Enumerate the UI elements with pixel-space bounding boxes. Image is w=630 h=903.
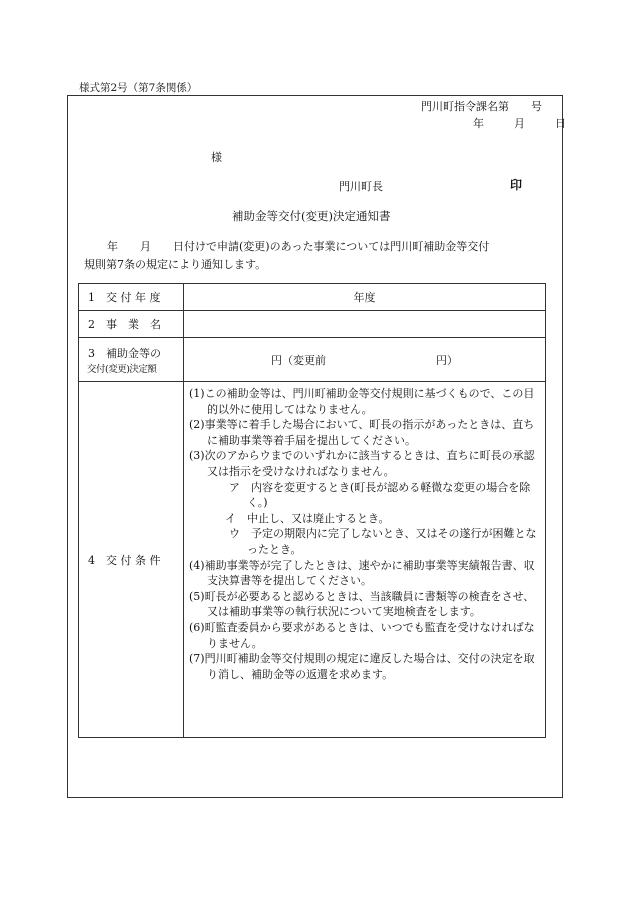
table-row — [79, 338, 546, 382]
seal-mark: 印 — [510, 178, 523, 192]
notice-table — [78, 283, 546, 738]
condition-item: (1)この補助金等は、門川町補助金等交付規則に基づくもので、この目的以外に使用してはなりません。 — [189, 387, 535, 416]
sender-name: 門川町長 — [339, 180, 383, 193]
condition-item: (4)補助事業等が完了したときは、速やかに補助事業等実績報告書、収支決算書等を提出してください。 — [189, 558, 535, 588]
condition-item: (3)次のアからウまでのいずれかに該当するときは、直ちに町長の承認又は指示を受けなければなりません。 — [189, 449, 535, 478]
row-label-conditions: 4 交 付 条 件 — [79, 382, 184, 738]
condition-subitem: ウ 予定の期限内に完了しないとき、又はその遂行が困難となったとき。 — [229, 527, 537, 556]
condition-item: (2)事業等に着手した場合において、町長の指示があったときは、直ちに補助事業等着手届を提出してください。 — [189, 418, 535, 447]
condition-item: (5)町長が必要あると認めるときは、当該職員に書類等の検査をさせ、又は補助事業等の執行状況について実地検査をします。 — [189, 589, 535, 619]
condition-item: (6)町監査委員から要求があるときは、いつでも監査を受けなければなりません。 — [189, 620, 535, 650]
row-label-project-name: 2 事 業 名 — [79, 311, 184, 338]
document-title: 補助金等交付(変更)決定通知書 — [232, 209, 391, 223]
date-day: 日 — [555, 117, 566, 130]
body-text-line-1: 年 月 日付けで申請(変更)のあった事業については門川町補助金等交付 — [107, 240, 490, 253]
date-month: 月 — [514, 117, 525, 130]
table-row — [79, 284, 546, 311]
table-row — [79, 311, 546, 338]
row-label-fiscal-year: 1 交 付 年 度 — [79, 284, 184, 311]
condition-subitem: ア 内容を変更するとき(町長が認める軽微な変更の場合を除く。) — [229, 480, 531, 510]
row-value-fiscal-year: 年度 — [184, 284, 546, 311]
condition-item: (7)門川町補助金等交付規則の規定に違反した場合は、交付の決定を取り消し、補助金等の返還を求めます。 — [189, 652, 535, 681]
row-value-project-name — [184, 311, 546, 338]
body-text-line-2: 規則第7条の規定により通知します。 — [84, 258, 267, 271]
conditions-list — [184, 382, 546, 738]
reference-number: 門川町指令課名第 号 — [421, 100, 542, 113]
row-value-grant-amount: 円（変更前 円） — [184, 338, 546, 382]
form-number-label: 様式第2号（第7条関係） — [79, 82, 198, 94]
row-label-grant-amount: 3 補助金等の 交付(変更)決定額 — [79, 338, 184, 382]
issue-date — [473, 115, 566, 131]
addressee-honorific: 様 — [211, 151, 222, 164]
date-year: 年 — [473, 117, 484, 130]
table-row — [79, 382, 546, 738]
condition-subitem: イ 中止し、又は廃止するとき。 — [225, 511, 390, 525]
